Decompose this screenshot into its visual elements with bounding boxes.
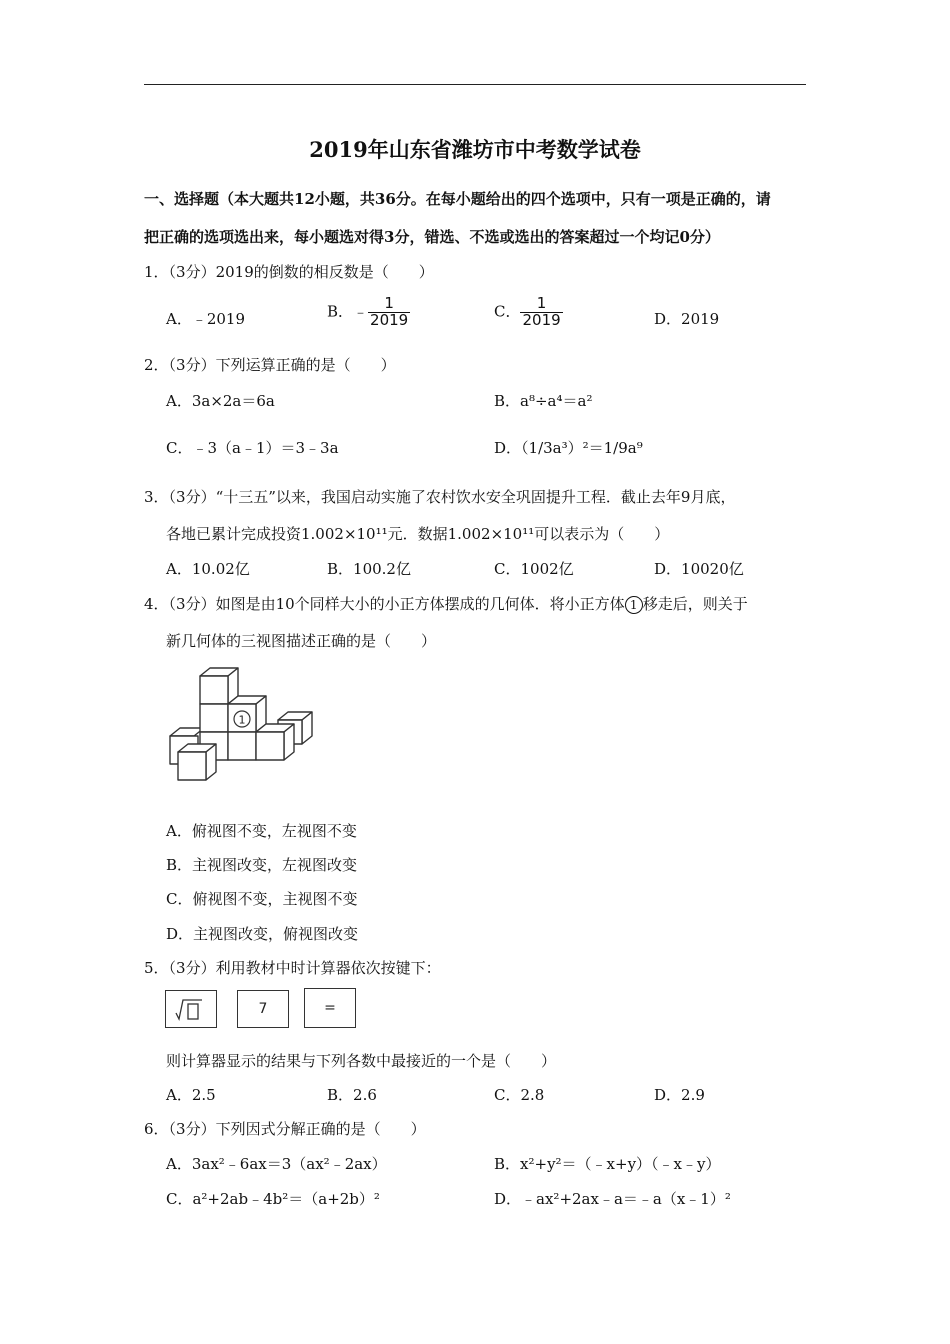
question-2-option-b: B．a⁸÷a⁴＝a²	[494, 392, 593, 410]
question-4-option-b: B．主视图改变，左视图改变	[166, 856, 358, 874]
question-3-option-c: C．1002亿	[494, 560, 574, 578]
circled-number-1: 1	[625, 596, 643, 614]
question-3-stem-line1: 3．（3分）“十三五”以来，我国启动实施了农村饮水安全巩固提升工程．截止去年9月底，	[144, 488, 736, 506]
question-3-stem-line2: 各地已累计完成投资1.002×10¹¹元．数据1.002×10¹¹可以表示为（ ）	[166, 525, 670, 543]
question-1-stem: 1．（3分）2019的倒数的相反数是（ ）	[144, 263, 434, 281]
question-5-option-b: B．2.6	[327, 1086, 377, 1104]
question-1-option-b	[327, 296, 410, 329]
question-2-stem: 2．（3分）下列运算正确的是（ ）	[144, 356, 396, 374]
question-3-option-d: D．10020亿	[654, 560, 744, 578]
question-6-option-c: C．a²+2ab﹣4b²＝（a+2b）²	[166, 1190, 380, 1208]
page-title: 2019年山东省潍坊市中考数学试卷	[309, 137, 641, 162]
question-2-option-a: A．3a×2a＝6a	[166, 392, 275, 410]
fraction-denominator: 2019	[370, 310, 409, 329]
fraction-numerator: 1	[536, 294, 547, 312]
cube-figure	[160, 664, 320, 788]
question-6-stem: 6．（3分）下列因式分解正确的是（ ）	[144, 1120, 426, 1138]
question-3-option-a: A．10.02亿	[166, 560, 250, 578]
fraction-numerator: 1	[384, 294, 394, 312]
question-4-option-c: C．俯视图不变，主视图不变	[166, 890, 358, 908]
question-2-option-d: D．（1/3a³）²＝1/9a⁹	[494, 439, 643, 457]
calculator-key-equals: =	[304, 988, 356, 1028]
calculator-key-sqrt	[165, 990, 217, 1028]
fraction	[368, 296, 410, 329]
figure-circle-label: 1	[238, 713, 246, 727]
stem-part-a: 4．（3分）如图是由10个同样大小的小正方体摆成的几何体．将小正方体	[144, 595, 625, 613]
section-heading-line1: 一、选择题（本大题共12小题，共36分。在每小题给出的四个选项中，只有一项是正确的，请	[144, 190, 771, 208]
question-3-option-b: B．100.2亿	[327, 560, 411, 578]
question-4-stem-line1	[144, 593, 748, 614]
question-2-option-c: C．﹣3（a﹣1）＝3﹣3a	[166, 439, 339, 457]
question-1-option-a: A．﹣2019	[166, 310, 246, 328]
question-5-option-c: C．2.8	[494, 1086, 545, 1104]
question-1-option-d: D．2019	[654, 310, 720, 328]
question-5-followup: 则计算器显示的结果与下列各数中最接近的一个是（ ）	[166, 1052, 557, 1070]
question-4-stem-line2: 新几何体的三视图描述正确的是（ ）	[166, 632, 437, 650]
header-rule	[144, 84, 806, 85]
stem-part-b: 移走后，则关于	[642, 595, 748, 613]
option-c-prefix: C．	[494, 302, 521, 321]
fraction-denominator: 2019	[522, 310, 561, 329]
calculator-key-7: 7	[237, 990, 289, 1028]
question-4-option-d: D．主视图改变，俯视图改变	[166, 925, 359, 943]
question-6-option-a: A．3ax²﹣6ax＝3（ax²﹣2ax）	[166, 1155, 387, 1173]
section-heading-line2: 把正确的选项选出来，每小题选对得3分，错选、不选或选出的答案超过一个均记0分）	[144, 228, 720, 246]
option-b-prefix: B．﹣	[327, 302, 369, 321]
fraction	[520, 296, 562, 329]
question-6-option-b: B．x²+y²＝（﹣x+y）（﹣x﹣y）	[494, 1155, 721, 1173]
question-5-option-a: A．2.5	[166, 1086, 216, 1104]
question-4-option-a: A．俯视图不变，左视图不变	[166, 822, 357, 840]
question-1-option-c	[494, 296, 563, 329]
sqrt-icon	[166, 991, 216, 1027]
question-5-option-d: D．2.9	[654, 1086, 705, 1104]
question-5-stem: 5．（3分）利用教材中时计算器依次按键下：	[144, 959, 441, 977]
question-6-option-d: D．﹣ax²+2ax﹣a＝﹣a（x﹣1）²	[494, 1190, 731, 1208]
